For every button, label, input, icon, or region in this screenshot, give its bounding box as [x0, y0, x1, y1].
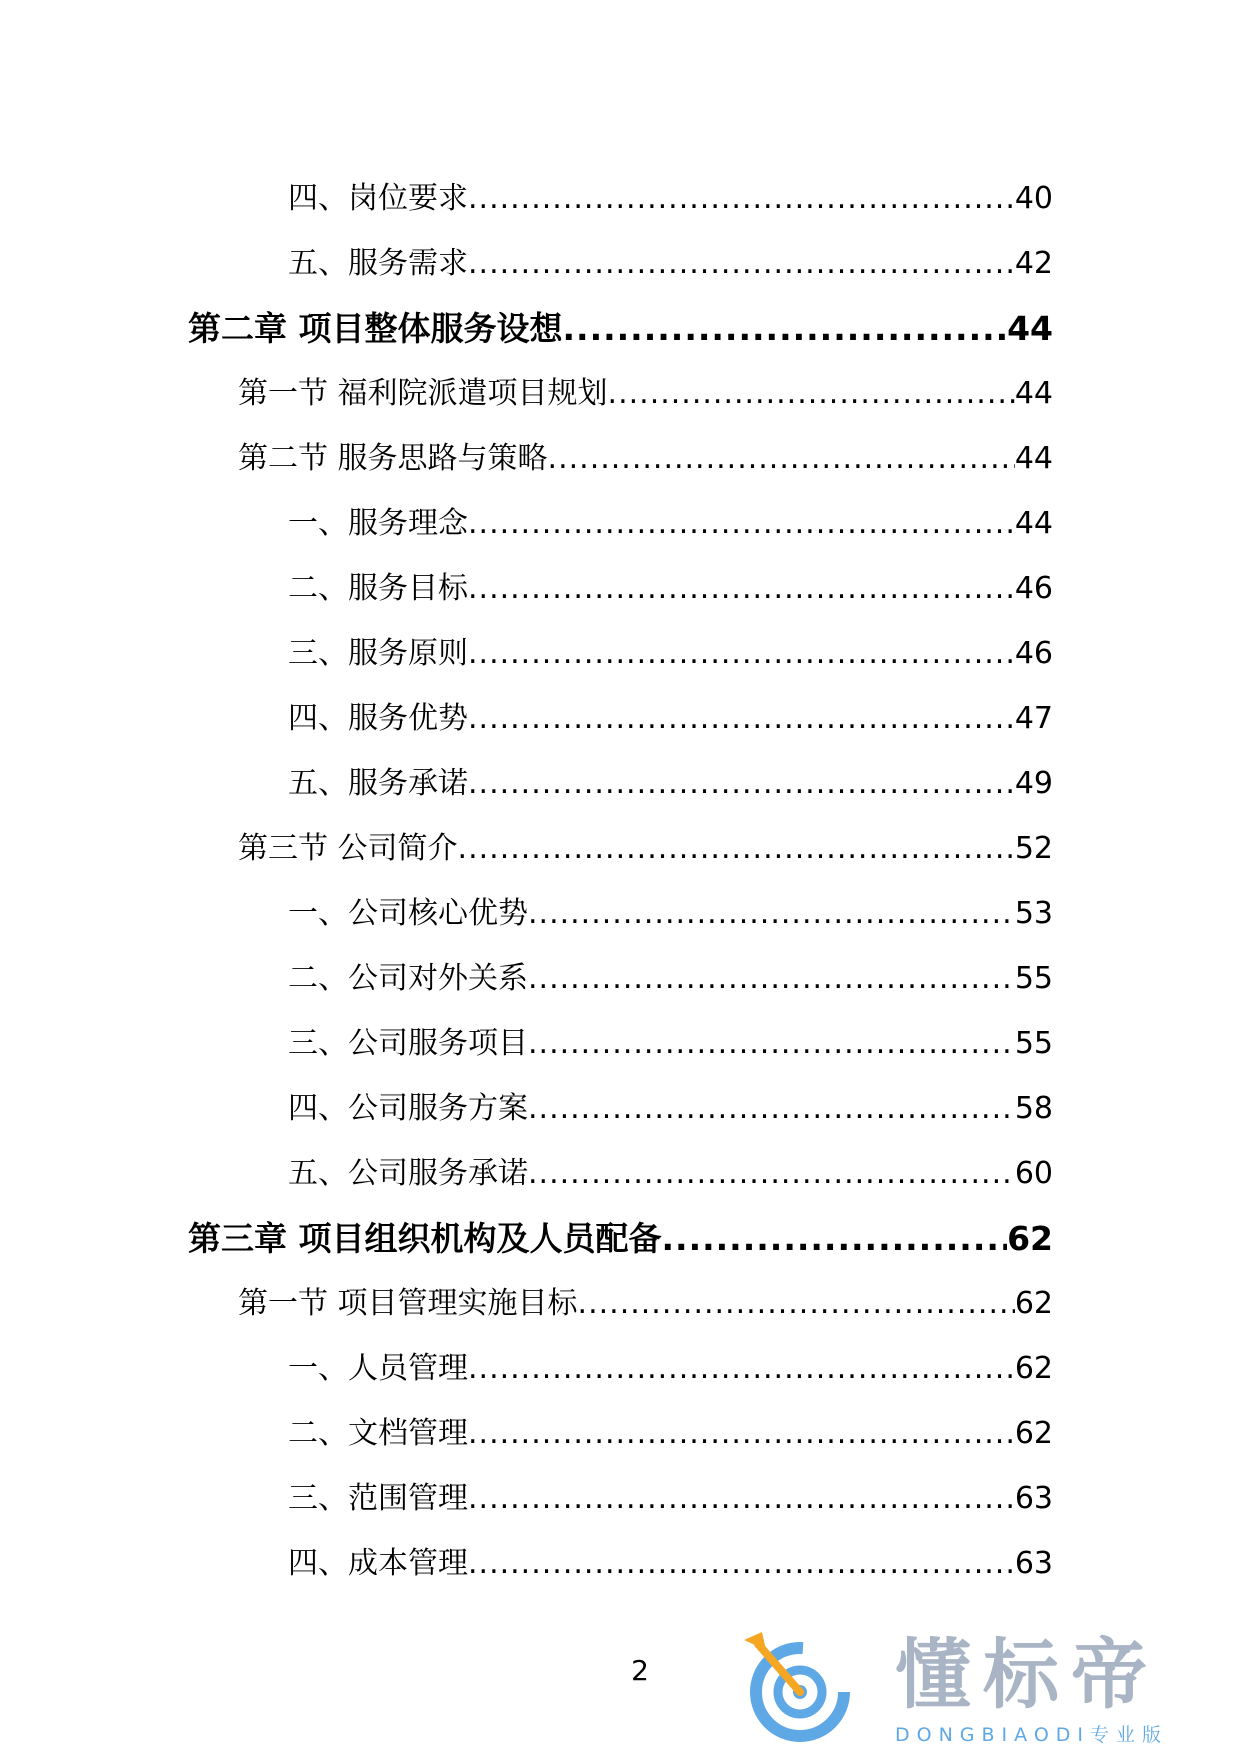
- toc-entry-page: 42: [1014, 246, 1053, 281]
- toc-leader-dots: [468, 1416, 1015, 1451]
- toc-entry-page: 62: [1014, 1351, 1053, 1386]
- toc-entry-title: 五、公司服务承诺: [288, 1156, 528, 1191]
- toc-entry-title: 第二节 服务思路与策略: [238, 441, 548, 476]
- toc-entry[interactable]: [0, 165, 1241, 230]
- toc-entry-title: 二、服务目标: [288, 571, 468, 606]
- toc-entry-line: [288, 758, 1053, 802]
- toc-entry-title: 二、文档管理: [288, 1416, 468, 1451]
- toc-entry[interactable]: [0, 945, 1241, 1010]
- toc-entry-line: [288, 498, 1053, 542]
- toc-entry[interactable]: [0, 1270, 1241, 1335]
- toc-entry-line: [288, 1148, 1053, 1192]
- toc-entry-title: 三、范围管理: [288, 1481, 468, 1516]
- toc-entry-line: [288, 1473, 1053, 1517]
- target-arrow-icon: [740, 1630, 860, 1748]
- toc-entry-page: 49: [1014, 766, 1053, 801]
- toc-entry-page: 44: [1007, 309, 1053, 348]
- toc-entry[interactable]: [0, 425, 1241, 490]
- toc-entry-page: 63: [1014, 1546, 1053, 1581]
- toc-entry-page: 58: [1014, 1091, 1053, 1126]
- toc-entry-title: 一、人员管理: [288, 1351, 468, 1386]
- watermark-brand: 懂标帝: [895, 1630, 1159, 1719]
- toc-entry[interactable]: [0, 1010, 1241, 1075]
- toc-entry-title: 五、服务承诺: [288, 766, 468, 801]
- toc-entry-line: [288, 238, 1053, 282]
- toc-entry-line: [188, 1213, 1053, 1260]
- toc-entry-line: [288, 1538, 1053, 1582]
- toc-entry-title: 四、服务优势: [288, 701, 468, 736]
- toc-entry-line: [288, 173, 1053, 217]
- toc-leader-dots: [528, 896, 1015, 931]
- toc-entry[interactable]: [0, 1530, 1241, 1595]
- toc-entry-page: 53: [1014, 896, 1053, 931]
- toc-entry[interactable]: [0, 295, 1241, 360]
- toc-leader-dots: [662, 1219, 1008, 1258]
- toc-entry-page: 62: [1014, 1286, 1053, 1321]
- toc-entry[interactable]: [0, 880, 1241, 945]
- toc-leader-dots: [468, 181, 1015, 216]
- toc-leader-dots: [468, 701, 1015, 736]
- toc-leader-dots: [578, 1286, 1015, 1321]
- toc-entry[interactable]: [0, 1400, 1241, 1465]
- toc-entry-line: [288, 1343, 1053, 1387]
- toc-leader-dots: [468, 571, 1015, 606]
- toc-entry-line: [288, 1083, 1053, 1127]
- toc-entry-line: [288, 953, 1053, 997]
- toc-leader-dots: [608, 376, 1015, 411]
- toc-leader-dots: [468, 506, 1015, 541]
- toc-entry[interactable]: [0, 750, 1241, 815]
- watermark-subtitle: DONGBIAODI专业版: [895, 1724, 1169, 1746]
- toc-leader-dots: [528, 1156, 1015, 1191]
- table-of-contents: [0, 165, 1241, 1595]
- toc-entry-page: 44: [1014, 506, 1053, 541]
- toc-entry-page: 40: [1014, 181, 1053, 216]
- toc-leader-dots: [548, 441, 1015, 476]
- toc-entry[interactable]: [0, 1335, 1241, 1400]
- toc-entry-title: 三、公司服务项目: [288, 1026, 528, 1061]
- toc-entry[interactable]: [0, 1465, 1241, 1530]
- toc-entry-page: 62: [1014, 1416, 1053, 1451]
- toc-entry-page: 47: [1014, 701, 1053, 736]
- toc-entry[interactable]: [0, 1075, 1241, 1140]
- toc-leader-dots: [528, 1026, 1015, 1061]
- toc-entry-title: 四、岗位要求: [288, 181, 468, 216]
- toc-leader-dots: [528, 1091, 1015, 1126]
- toc-leader-dots: [468, 1351, 1015, 1386]
- toc-entry[interactable]: [0, 1205, 1241, 1270]
- toc-entry-title: 三、服务原则: [288, 636, 468, 671]
- toc-entry[interactable]: [0, 620, 1241, 685]
- toc-entry[interactable]: [0, 230, 1241, 295]
- toc-entry-title: 第一节 项目管理实施目标: [238, 1286, 578, 1321]
- toc-entry-line: [238, 433, 1053, 477]
- toc-leader-dots: [468, 766, 1015, 801]
- toc-entry-title: 一、公司核心优势: [288, 896, 528, 931]
- toc-entry-line: [238, 368, 1053, 412]
- page-number: 2: [631, 1654, 649, 1687]
- toc-entry-title: 二、公司对外关系: [288, 961, 528, 996]
- toc-entry[interactable]: [0, 555, 1241, 620]
- toc-entry-title: 一、服务理念: [288, 506, 468, 541]
- toc-entry[interactable]: [0, 490, 1241, 555]
- toc-entry-page: 55: [1014, 961, 1053, 996]
- toc-entry-line: [288, 1408, 1053, 1452]
- watermark: [740, 1630, 1220, 1748]
- toc-leader-dots: [468, 1546, 1015, 1581]
- toc-entry-page: 60: [1014, 1156, 1053, 1191]
- toc-entry-page: 52: [1014, 831, 1053, 866]
- toc-entry-page: 46: [1014, 636, 1053, 671]
- toc-entry-line: [288, 628, 1053, 672]
- toc-entry-title: 第三节 公司简介: [238, 831, 458, 866]
- toc-entry-title: 四、公司服务方案: [288, 1091, 528, 1126]
- toc-entry-page: 55: [1014, 1026, 1053, 1061]
- toc-entry-title: 四、成本管理: [288, 1546, 468, 1581]
- toc-entry[interactable]: [0, 685, 1241, 750]
- toc-leader-dots: [468, 636, 1015, 671]
- toc-entry-page: 63: [1014, 1481, 1053, 1516]
- toc-entry-title: 第一节 福利院派遣项目规划: [238, 376, 608, 411]
- toc-entry[interactable]: [0, 1140, 1241, 1205]
- toc-entry-line: [288, 888, 1053, 932]
- toc-entry-line: [288, 563, 1053, 607]
- toc-entry-page: 46: [1014, 571, 1053, 606]
- toc-entry-line: [238, 1278, 1053, 1322]
- toc-entry-title: 五、服务需求: [288, 246, 468, 281]
- toc-leader-dots: [458, 831, 1015, 866]
- toc-entry-title: 第二章 项目整体服务设想: [188, 309, 563, 348]
- toc-entry-line: [288, 693, 1053, 737]
- toc-leader-dots: [528, 961, 1015, 996]
- toc-entry[interactable]: [0, 360, 1241, 425]
- toc-entry-page: 62: [1007, 1219, 1053, 1258]
- toc-entry-page: 44: [1014, 376, 1053, 411]
- toc-entry-page: 44: [1014, 441, 1053, 476]
- toc-entry-title: 第三章 项目组织机构及人员配备: [188, 1219, 662, 1258]
- toc-entry[interactable]: [0, 815, 1241, 880]
- toc-leader-dots: [468, 1481, 1015, 1516]
- toc-entry-line: [288, 1018, 1053, 1062]
- toc-entry-line: [188, 303, 1053, 350]
- toc-leader-dots: [563, 309, 1008, 348]
- toc-leader-dots: [468, 246, 1015, 281]
- toc-entry-line: [238, 823, 1053, 867]
